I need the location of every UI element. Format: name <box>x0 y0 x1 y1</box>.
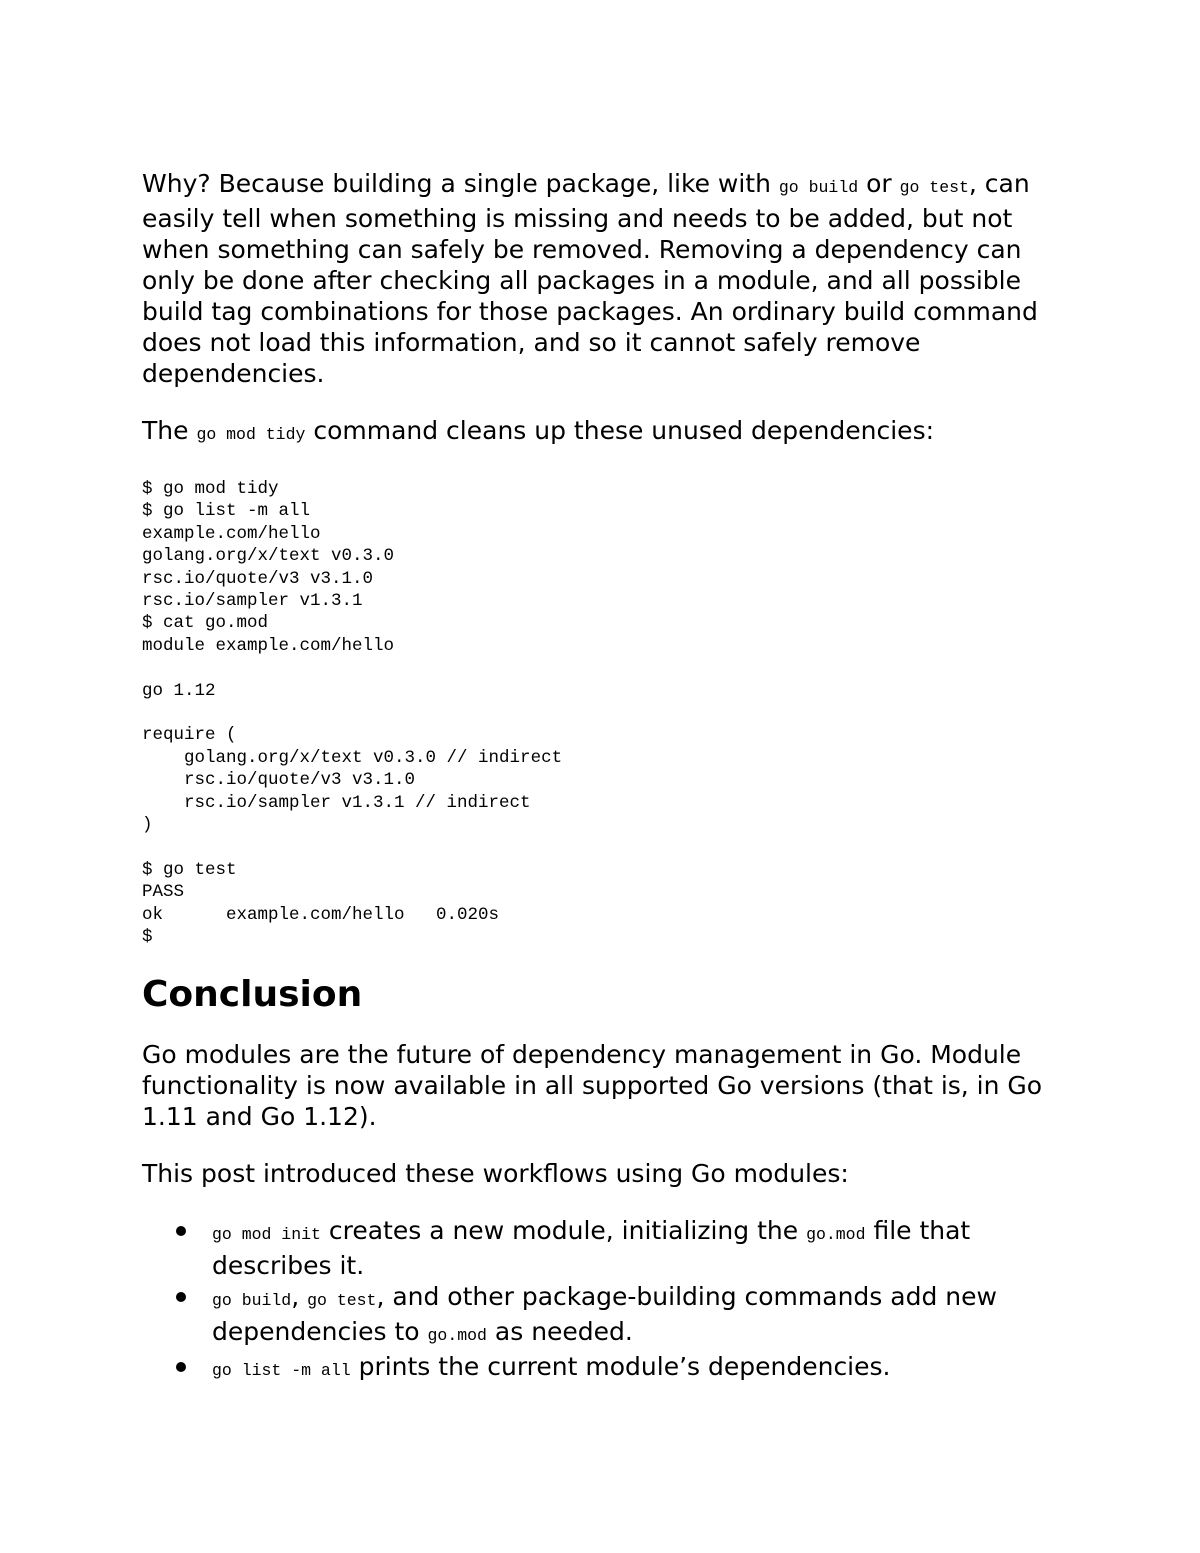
inline-code: go.mod <box>427 1325 487 1345</box>
section-heading: Conclusion <box>142 973 363 1015</box>
text-span: or <box>858 169 900 198</box>
text-span: creates a new module, initializing the <box>320 1215 807 1245</box>
inline-code: go mod tidy <box>196 425 306 444</box>
inline-code: go test <box>899 178 969 197</box>
paragraph-workflows-intro: This post introduced these workflows using Go modules: <box>142 1158 849 1188</box>
inline-code: go.mod <box>806 1224 866 1244</box>
paragraph-conclusion: Go modules are the future of dependency management in Go. Module functionality is now available in all supported Go versions (that is, in Go 1.11 and Go 1.12). <box>142 1039 1043 1131</box>
inline-code: go list -m all <box>212 1360 351 1380</box>
text-span: Why? Because building a single package, like with <box>142 169 779 198</box>
document-page <box>142 168 1062 1386</box>
text-span: as needed. <box>486 1316 633 1346</box>
code-block: $ go mod tidy $ go list -m all example.com/hello golang.org/x/text v0.3.0 rsc.io/quote/v3 v3.1.0 rsc.io/sampler v1.3.1 $ cat go.mod module example.com/hello go 1.12 require ( golang.org/x/text v0.3.0 // indirect rsc.io/quote/v3 v3.1.0 rsc.io/sampler v1.3.1 // indirect ) $ go test PASS ok example.com/hello 0.020s $ <box>142 479 563 948</box>
paragraph-why <box>142 168 1062 389</box>
inline-code: go build <box>212 1290 292 1310</box>
text-span: , <box>291 1281 308 1311</box>
text-span: prints the current module’s dependencies. <box>350 1351 891 1381</box>
text-span: , and other package-building commands add new dependencies to <box>212 1281 997 1346</box>
workflow-list <box>142 1215 1062 1386</box>
list-item <box>142 1215 1062 1281</box>
list-item <box>142 1281 1062 1351</box>
list-item <box>142 1351 1062 1386</box>
bullet-icon <box>176 1292 186 1302</box>
text-span: , can easily tell when something is missing and needs to be added, but not when something can safely be removed. Removing a dependency can only be done after checking all packages in a module, and all possible build tag combinations for those packages. An ordinary build command does not load this information, and so it cannot safely remove dependencies. <box>142 169 1038 388</box>
text-span: The <box>142 416 197 445</box>
inline-code: go mod init <box>212 1224 321 1244</box>
inline-code: go build <box>778 178 859 197</box>
inline-code: go test <box>307 1290 377 1310</box>
paragraph-tidy-intro <box>142 415 1062 450</box>
text-span: file that describes it. <box>212 1215 971 1280</box>
bullet-icon <box>176 1362 186 1372</box>
bullet-icon <box>176 1226 186 1236</box>
text-span: command cleans up these unused dependencies: <box>305 416 935 445</box>
